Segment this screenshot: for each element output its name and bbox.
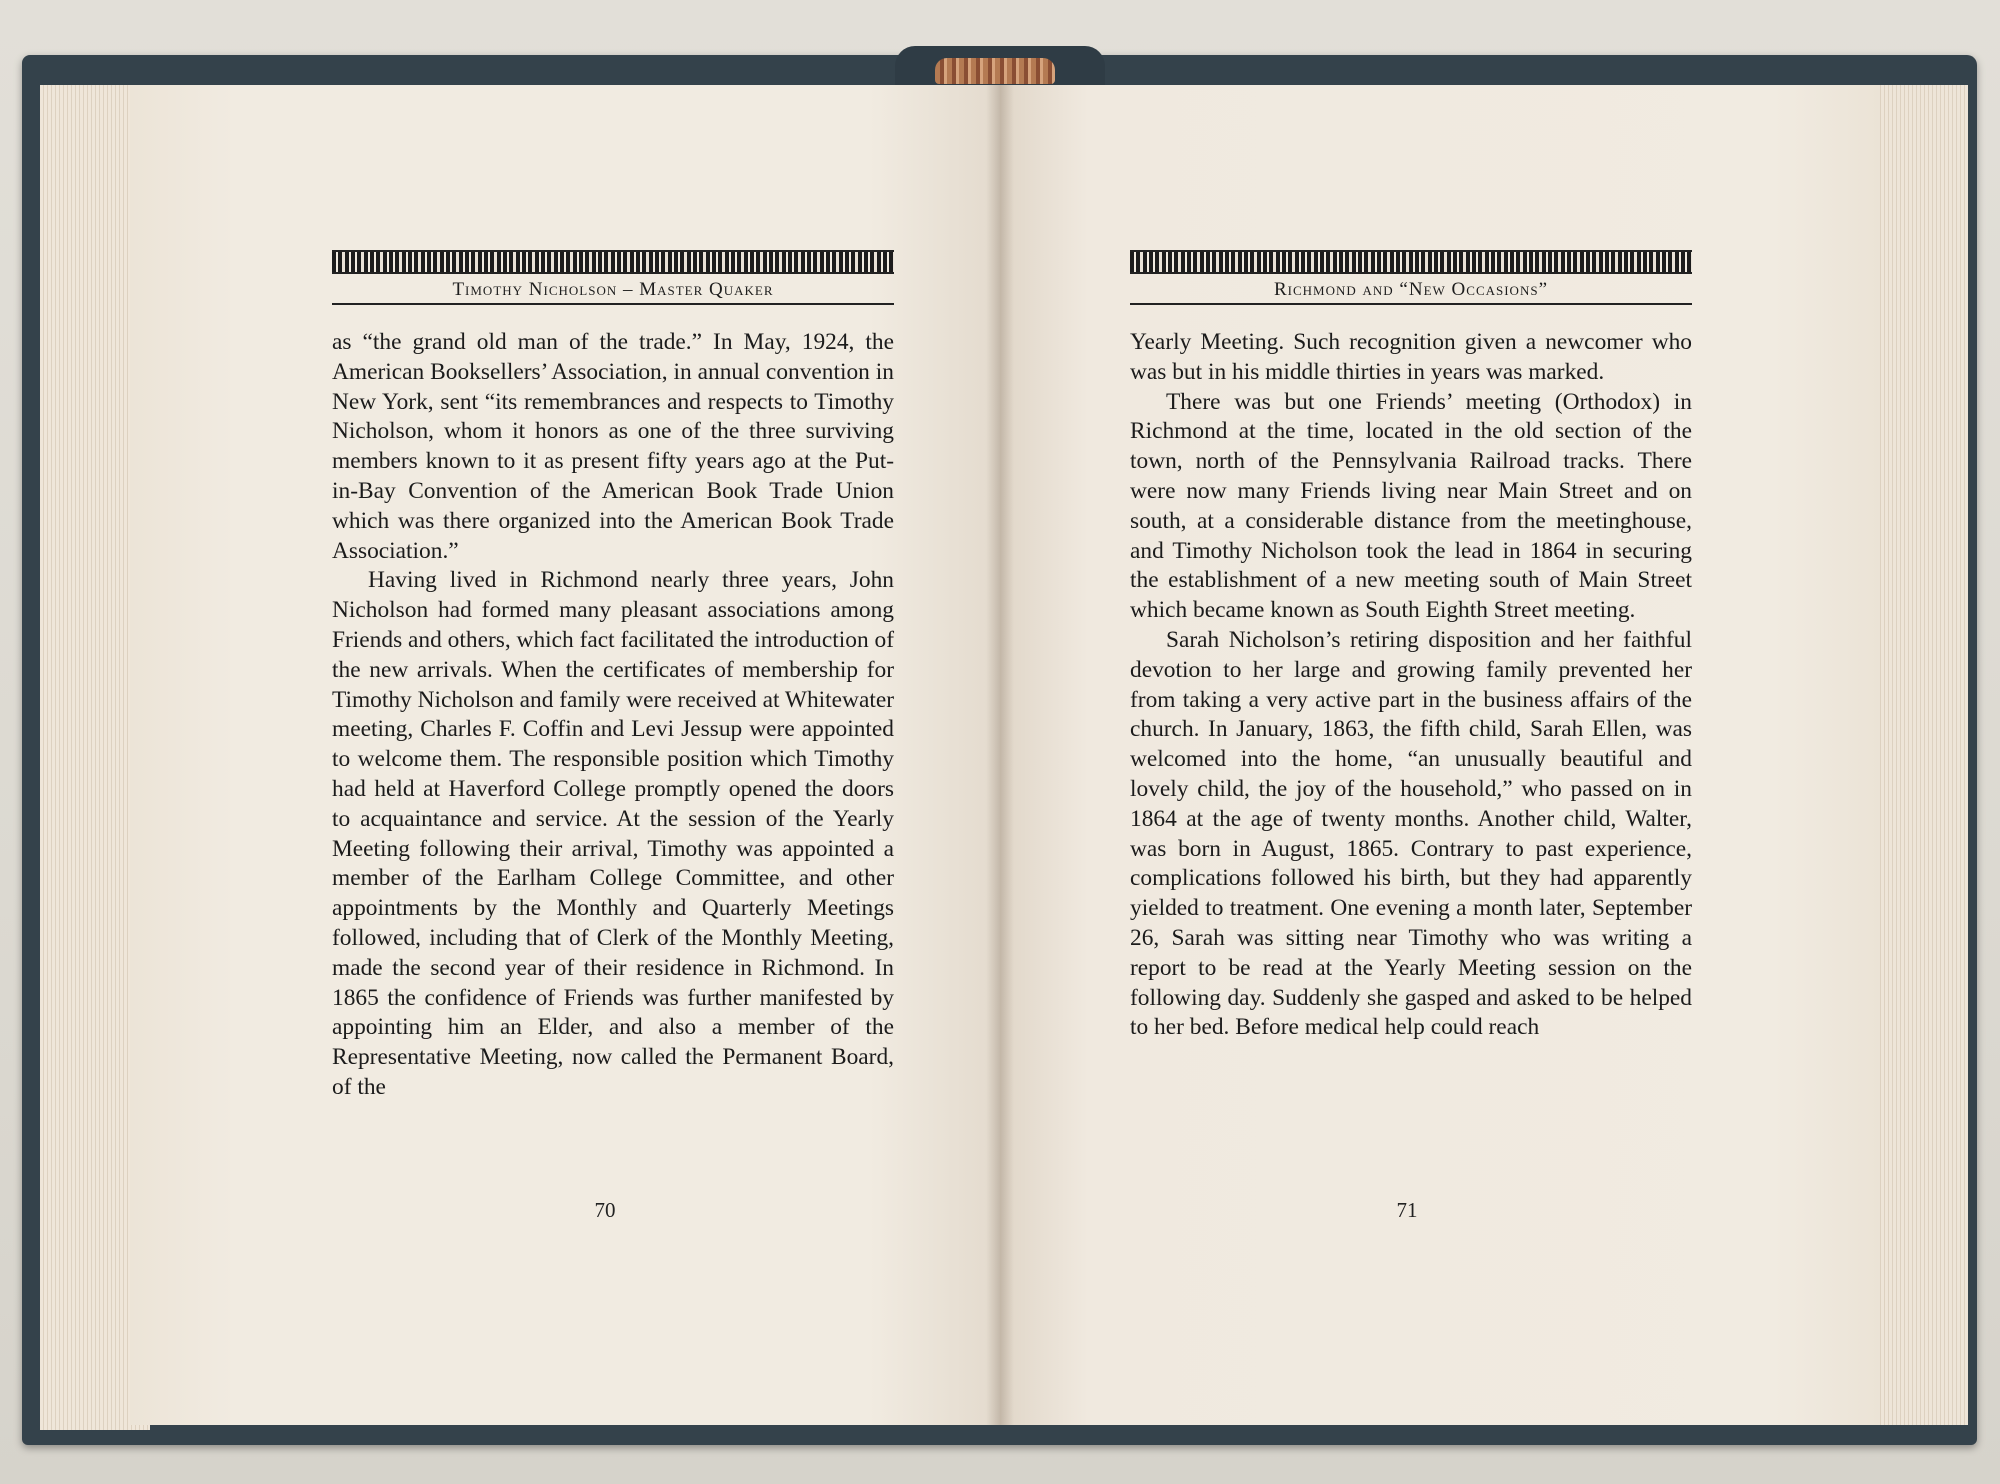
right-paragraph-1: Yearly Meeting. Such recognition given a newcomer who was but in his middle thirties in years was marked. xyxy=(1130,329,1692,385)
left-paragraph-1: as “the grand old man of the trade.” In May, 1924, the American Booksellers’ Association, in annual convention in New York, sent “its remembrances and respects to Timothy Nicholson, whom it honors as one of the three surviving members known to it as present fifty years ago at the Put-in-Bay Convention of the American Book Trade Union which was there organized into the American Book Trade Association.” xyxy=(332,329,894,564)
headband xyxy=(935,58,1055,84)
left-running-head xyxy=(332,250,894,305)
left-running-head-title: Timothy Nicholson – Master Quaker xyxy=(332,274,894,305)
right-header-ornament xyxy=(1130,250,1692,274)
right-paragraph-3: Sarah Nicholson’s retiring disposition and her faithful devotion to her large and growing family prevented her from taking a very active part in the business affairs of the church. In January, 1863, the fifth child, Sarah Ellen, was welcomed into the home, “an unusually beautiful and lovely child, the joy of the household,” who passed on in 1864 at the age of twenty months. Another child, Walter, was born in August, 1865. Contrary to past experience, complications followed his birth, but they had apparently yielded to treatment. One evening a month later, September 26, Sarah was sitting near Timothy who was writing a report to be read at the Yearly Meeting session on the following day. Suddenly she gasped and asked to be helped to her bed. Before medical help could reach xyxy=(1130,626,1692,1041)
right-page-number: 71 xyxy=(1396,1198,1418,1222)
right-running-head xyxy=(1130,250,1692,305)
left-page-number: 70 xyxy=(594,1198,616,1222)
right-paragraph-2: There was but one Friends’ meeting (Orthodox) in Richmond at the time, located in the old section of the town, north of the Pennsylvania Railroad tracks. There were now many Friends living near Main Street and on south, at a considerable distance from the meetinghouse, and Timothy Nicholson took the lead in 1864 in securing the establishment of a new meeting south of Main Street which became known as South Eighth Street meeting. xyxy=(1130,388,1692,624)
left-paragraph-2: Having lived in Richmond nearly three years, John Nicholson had formed many pleasant associations among Friends and others, which fact facilitated the introduction of the new arrivals. When the certificates of membership for Timothy Nicholson and family were received at Whitewater meeting, Charles F. Coffin and Levi Jessup were appointed to welcome them. The responsible position which Timothy had held at Haverford College promptly opened the doors to acquaintance and service. At the session of the Yearly Meeting following their arrival, Timothy was appointed a member of the Earlham College Committee, and other appointments by the Monthly and Quarterly Meetings followed, including that of Clerk of the Monthly Meeting, made the second year of their residence in Richmond. In 1865 the confidence of Friends was further manifested by appointing him an Elder, and also a member of the Representative Meeting, now called the Permanent Board, of the xyxy=(332,567,894,1100)
left-page-text xyxy=(332,328,894,1103)
left-header-ornament xyxy=(332,250,894,274)
right-page-text xyxy=(1130,328,1692,1043)
page-edges-right xyxy=(1868,85,1968,1425)
right-running-head-title: Richmond and “New Occasions” xyxy=(1130,274,1692,305)
book-gutter xyxy=(986,85,1014,1425)
